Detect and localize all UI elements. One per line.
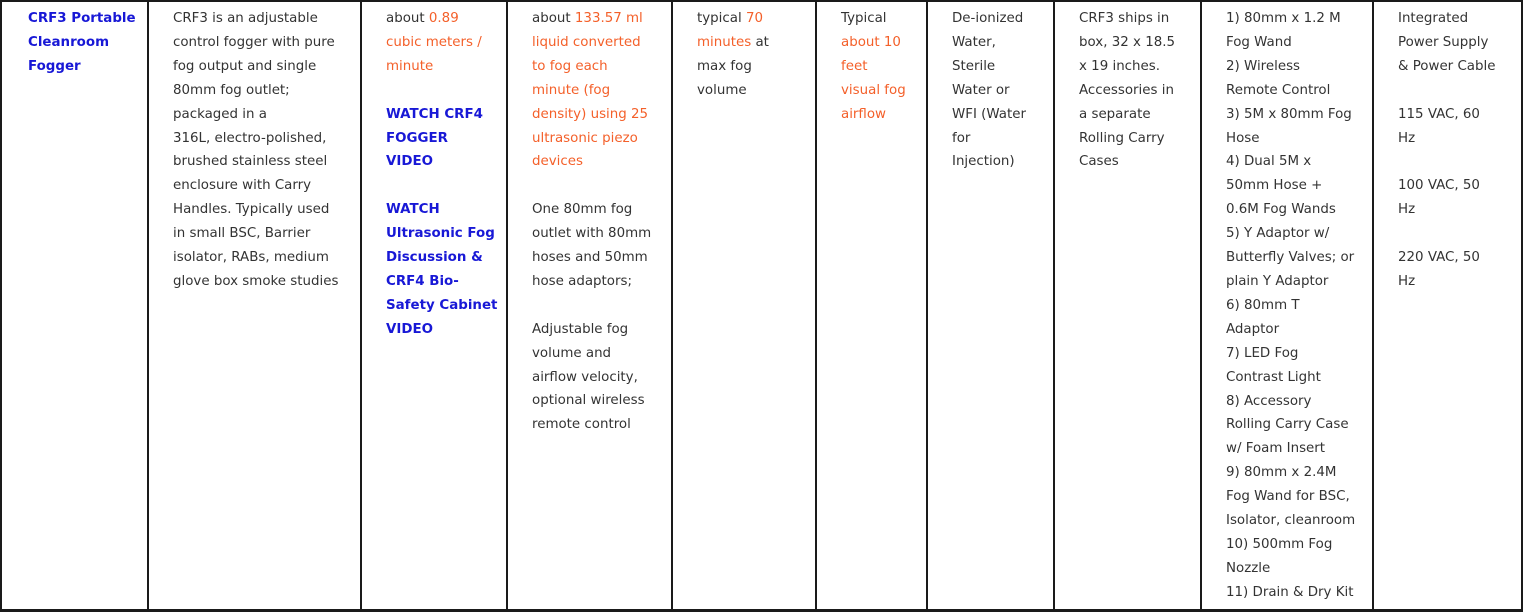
outlet-line: hose adaptors; (532, 273, 632, 289)
accessory-line: Fog Wand for BSC, (1226, 489, 1350, 505)
adjustable-line: Adjustable fog (532, 321, 629, 337)
column-divider (671, 0, 673, 612)
product-name-line: CRF3 Portable (28, 11, 136, 26)
accessory-line: 2) Wireless (1226, 58, 1301, 74)
description-line: 316L, electro-polished, (173, 130, 327, 146)
liquid-line: minute (fog (532, 82, 611, 98)
power-line: 220 VAC, 50 (1398, 250, 1480, 266)
water-line: for (952, 130, 971, 146)
liquid-line (532, 7, 651, 31)
accessory-line: Butterfly Valves; or (1226, 250, 1355, 266)
visual-fog-line: Typical (841, 11, 887, 26)
link-line: Ultrasonic Fog (386, 226, 495, 242)
visual-fog-line: about 10 (841, 34, 901, 50)
accessory-line: w/ Foam Insert (1226, 441, 1326, 457)
water-line: Water or (952, 82, 1010, 98)
description-line: enclosure with Carry (173, 178, 312, 194)
outlet-line: One 80mm fog (532, 202, 633, 218)
water-line: WFI (Water (952, 106, 1026, 122)
column-divider (926, 0, 928, 612)
accessory-line: 8) Accessory (1226, 393, 1312, 409)
water-line: Injection) (952, 154, 1015, 170)
link-line: VIDEO (386, 321, 433, 337)
power-line: Hz (1398, 273, 1416, 289)
liquid-prefix: about (532, 11, 575, 26)
description-line: in small BSC, Barrier (173, 226, 311, 242)
runtime-value: 70 (745, 11, 763, 26)
product-name-cell (28, 7, 136, 79)
description-line: isolator, RABs, medium (173, 250, 329, 266)
outlet-line: outlet with 80mm (532, 226, 652, 242)
product-name-line: Fogger (28, 58, 81, 74)
accessory-line: Remote Control (1226, 82, 1331, 98)
runtime-rest: at (751, 34, 769, 50)
power-line: 115 VAC, 60 (1398, 106, 1480, 122)
accessory-line: 9) 80mm x 2.4M (1226, 465, 1337, 481)
column-divider (1200, 0, 1202, 612)
water-type-cell (952, 7, 1026, 174)
accessory-line: 5) Y Adaptor w/ (1226, 226, 1330, 242)
runtime-cell (697, 7, 769, 103)
accessories-cell (1226, 7, 1355, 605)
power-line: Hz (1398, 202, 1416, 218)
accessory-line: 6) 80mm T (1226, 297, 1300, 313)
description-line: control fogger with pure (173, 34, 335, 50)
column-divider (506, 0, 508, 612)
adjustable-line: airflow velocity, (532, 369, 638, 385)
power-line: Hz (1398, 130, 1416, 146)
liquid-conversion-cell (532, 7, 651, 437)
accessory-line: 0.6M Fog Wands (1226, 202, 1336, 218)
watch-ultrasonic-fog-discussion-link[interactable] (386, 198, 497, 341)
liquid-line: ultrasonic piezo (532, 130, 638, 146)
shipping-line: Accessories in (1079, 82, 1174, 98)
liquid-value: 133.57 ml (574, 11, 643, 26)
accessory-line: Fog Wand (1226, 34, 1292, 50)
water-line: De-ionized (952, 11, 1024, 26)
column-divider (815, 0, 817, 612)
link-line: Discussion & (386, 250, 483, 266)
visual-fog-cell (841, 7, 906, 127)
accessory-line: Rolling Carry Case (1226, 417, 1349, 433)
runtime-unit: minutes (697, 34, 752, 50)
fog-output-prefix: about (386, 11, 429, 26)
accessory-line: Adaptor (1226, 321, 1280, 337)
description-line: brushed stainless steel (173, 154, 328, 170)
water-line: Sterile (952, 58, 996, 74)
accessory-line: 3) 5M x 80mm Fog (1226, 106, 1352, 122)
description-cell (173, 7, 338, 294)
column-divider (360, 0, 362, 612)
fog-output-line: cubic meters / (386, 34, 482, 50)
shipping-line: box, 32 x 18.5 (1079, 34, 1176, 50)
description-line: 80mm fog outlet; (173, 82, 290, 98)
visual-fog-line: feet (841, 58, 868, 74)
watch-crf4-fogger-video-link[interactable] (386, 103, 497, 175)
adjustable-line: volume and (532, 345, 612, 361)
fog-output-cell (386, 7, 497, 342)
fog-output-line (386, 7, 497, 31)
link-line: CRF4 Bio- (386, 273, 459, 289)
accessory-line: Nozzle (1226, 560, 1271, 576)
liquid-line: density) using 25 (532, 106, 649, 122)
link-line: FOGGER (386, 130, 448, 146)
liquid-line: devices (532, 154, 583, 170)
adjustable-line: remote control (532, 417, 631, 433)
table-top-border (0, 0, 1523, 2)
accessory-line: Isolator, cleanroom (1226, 513, 1356, 529)
visual-fog-line: visual fog (841, 82, 906, 98)
description-line: packaged in a (173, 106, 267, 122)
accessory-line: Contrast Light (1226, 369, 1321, 385)
link-line: Safety Cabinet (386, 297, 498, 313)
shipping-line: Rolling Carry (1079, 130, 1165, 146)
link-line: WATCH (386, 202, 440, 218)
accessory-line: plain Y Adaptor (1226, 273, 1329, 289)
water-line: Water, (952, 34, 996, 50)
accessory-line: Hose (1226, 130, 1260, 146)
runtime-line: volume (697, 82, 747, 98)
shipping-line: CRF3 ships in (1079, 11, 1170, 26)
accessory-line: 4) Dual 5M x (1226, 154, 1312, 170)
shipping-line: Cases (1079, 154, 1119, 170)
accessory-line: 50mm Hose + (1226, 178, 1323, 194)
column-divider (1372, 0, 1374, 612)
adjustable-line: optional wireless (532, 393, 645, 409)
link-line: VIDEO (386, 154, 433, 170)
liquid-line: liquid converted (532, 34, 641, 50)
accessory-line: 7) LED Fog (1226, 345, 1299, 361)
shipping-line: x 19 inches. (1079, 58, 1161, 74)
power-line: & Power Cable (1398, 58, 1496, 74)
power-cell (1398, 7, 1495, 294)
runtime-line: max fog (697, 58, 752, 74)
column-divider (1053, 0, 1055, 612)
shipping-cell (1079, 7, 1175, 174)
runtime-line (697, 7, 769, 31)
column-divider (0, 0, 2, 612)
accessory-line: 11) Drain & Dry Kit (1226, 584, 1354, 600)
power-line: Integrated (1398, 11, 1469, 26)
fog-output-line: minute (386, 58, 434, 74)
product-name-line: Cleanroom (28, 34, 110, 50)
description-line: glove box smoke studies (173, 273, 339, 289)
link-line: WATCH CRF4 (386, 106, 483, 122)
liquid-line: to fog each (532, 58, 608, 74)
fog-output-value: 0.89 (428, 11, 459, 26)
outlet-line: hoses and 50mm (532, 250, 648, 266)
runtime-line (697, 31, 769, 55)
column-divider (147, 0, 149, 612)
power-line: Power Supply (1398, 34, 1489, 50)
runtime-prefix: typical (697, 11, 746, 26)
description-line: fog output and single (173, 58, 317, 74)
visual-fog-line: airflow (841, 106, 887, 122)
accessory-line: 10) 500mm Fog (1226, 536, 1333, 552)
shipping-line: a separate (1079, 106, 1151, 122)
power-line: 100 VAC, 50 (1398, 178, 1480, 194)
accessory-line: 1) 80mm x 1.2 M (1226, 11, 1341, 26)
description-line: CRF3 is an adjustable (173, 11, 318, 26)
description-line: Handles. Typically used (173, 202, 330, 218)
